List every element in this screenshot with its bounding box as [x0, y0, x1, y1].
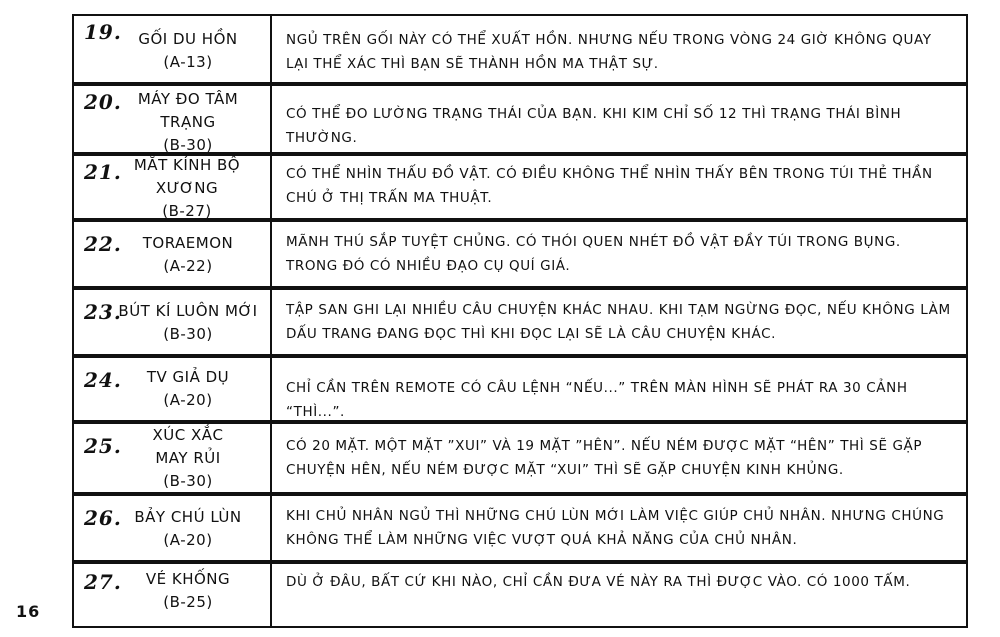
table-row — [72, 422, 968, 494]
item-code: (A-22) — [163, 257, 213, 275]
item-description: DÙ Ở ĐÂU, BẤT CỨ KHI NÀO, CHỈ CẦN ĐƯA VÉ NÀY RA THÌ ĐƯỢC VÀO. CÓ 1000 TẤM. — [286, 574, 911, 590]
item-code: (A-13) — [163, 53, 213, 71]
item-name: BẢY CHÚ LÙN — [134, 508, 242, 526]
item-name-cell — [108, 300, 268, 346]
item-number: 24. — [84, 368, 122, 392]
table-row — [72, 154, 968, 220]
item-code: (A-20) — [163, 391, 213, 409]
item-description: CÓ THỂ ĐO LƯỜNG TRẠNG THÁI CỦA BẠN. KHI KIM CHỈ SỐ 12 THÌ TRẠNG THÁI BÌNH THƯỜNG. — [286, 106, 902, 146]
column-divider — [270, 84, 272, 154]
page-number: 16 — [16, 602, 41, 621]
item-number: 27. — [84, 570, 122, 594]
item-name: MẮT KÍNH BỘ XƯƠNG — [133, 156, 241, 197]
item-description: CÓ THỂ NHÌN THẤU ĐỒ VẬT. CÓ ĐIỀU KHÔNG THỂ NHÌN THẤY BÊN TRONG TÚI THẺ THẦN CHÚ Ở THỊ TRẤN MA THUẬT. — [286, 166, 933, 206]
item-name: GỐI DU HỒN — [138, 30, 238, 48]
column-divider — [270, 494, 272, 562]
item-number: 19. — [84, 20, 122, 44]
table-row — [72, 220, 968, 288]
item-description: CHỈ CẦN TRÊN REMOTE CÓ CÂU LỆNH “NẾU...” TRÊN MÀN HÌNH SẼ PHÁT RA 30 CẢNH “THÌ...”. — [286, 380, 908, 420]
table-row — [72, 356, 968, 422]
table-row — [72, 494, 968, 562]
item-number: 23. — [84, 300, 122, 324]
item-name: TORAEMON — [142, 234, 234, 252]
column-divider — [270, 422, 272, 494]
item-description: NGỦ TRÊN GỐI NÀY CÓ THỂ XUẤT HỒN. NHƯNG NẾU TRONG VÒNG 24 GIỜ KHÔNG QUAY LẠI THỂ XÁC THÌ BẠN SẼ THÀNH HỒN MA THẬT SỰ. — [286, 32, 932, 72]
item-code: (A-20) — [163, 531, 213, 549]
item-description: CÓ 20 MẶT. MỘT MẶT ”XUI” VÀ 19 MẶT ”HÊN”. NẾU NÉM ĐƯỢC MẶT “HÊN” THÌ SẼ GẶP CHUYỆN HÊN, NẾU NÉM ĐƯỢC MẶT “XUI” THÌ SẼ GẶP CHUYỆN KINH KHỦNG. — [286, 438, 923, 478]
column-divider — [270, 356, 272, 422]
item-code: (B-27) — [162, 202, 212, 220]
item-name-cell — [128, 88, 248, 157]
column-divider — [270, 562, 272, 628]
item-number: 26. — [84, 506, 122, 530]
item-name-cell — [108, 568, 268, 614]
column-divider — [270, 14, 272, 84]
item-name-cell — [108, 506, 268, 552]
table-row — [72, 14, 968, 84]
table-row — [72, 288, 968, 356]
item-name: BÚT KÍ LUÔN MỚI — [118, 302, 258, 320]
table-row — [72, 562, 968, 628]
item-description: KHI CHỦ NHÂN NGỦ THÌ NHỮNG CHÚ LÙN MỚI LÀM VIỆC GIÚP CHỦ NHÂN. NHƯNG CHÚNG KHÔNG THỂ LÀM NHỮNG VIỆC VƯỢT QUÁ KHẢ NĂNG CỦA CHỦ NHÂN. — [286, 508, 945, 548]
item-name: VÉ KHỐNG — [145, 570, 231, 588]
item-name: TV GIẢ DỤ — [146, 368, 230, 386]
item-name-cell — [138, 424, 238, 493]
item-number: 21. — [84, 160, 122, 184]
item-name: XÚC XẮC MAY RỦI — [152, 426, 224, 467]
item-code: (B-30) — [163, 136, 213, 154]
item-name-cell — [108, 28, 268, 74]
item-code: (B-30) — [163, 325, 213, 343]
column-divider — [270, 288, 272, 356]
table-row — [72, 84, 968, 154]
item-name-cell — [132, 154, 242, 223]
item-code: (B-30) — [163, 472, 213, 490]
column-divider — [270, 154, 272, 220]
item-name-cell — [108, 232, 268, 278]
item-number: 20. — [84, 90, 122, 114]
item-description: MÃNH THÚ SẮP TUYỆT CHỦNG. CÓ THÓI QUEN NHÉT ĐỒ VẬT ĐẦY TÚI TRONG BỤNG. TRONG ĐÓ CÓ NHIỀU ĐẠO CỤ QUÍ GIÁ. — [286, 234, 901, 274]
item-name: MÁY ĐO TÂM TRẠNG — [137, 90, 239, 131]
item-name-cell — [108, 366, 268, 412]
item-number: 22. — [84, 232, 122, 256]
item-number: 25. — [84, 434, 122, 458]
item-code: (B-25) — [163, 593, 213, 611]
column-divider — [270, 220, 272, 288]
item-description: TẬP SAN GHI LẠI NHIỀU CÂU CHUYỆN KHÁC NHAU. KHI TẠM NGỪNG ĐỌC, NẾU KHÔNG LÀM DẤU TRANG ĐANG ĐỌC THÌ KHI ĐỌC LẠI SẼ LÀ CÂU CHUYỆN KHÁC. — [286, 302, 951, 342]
